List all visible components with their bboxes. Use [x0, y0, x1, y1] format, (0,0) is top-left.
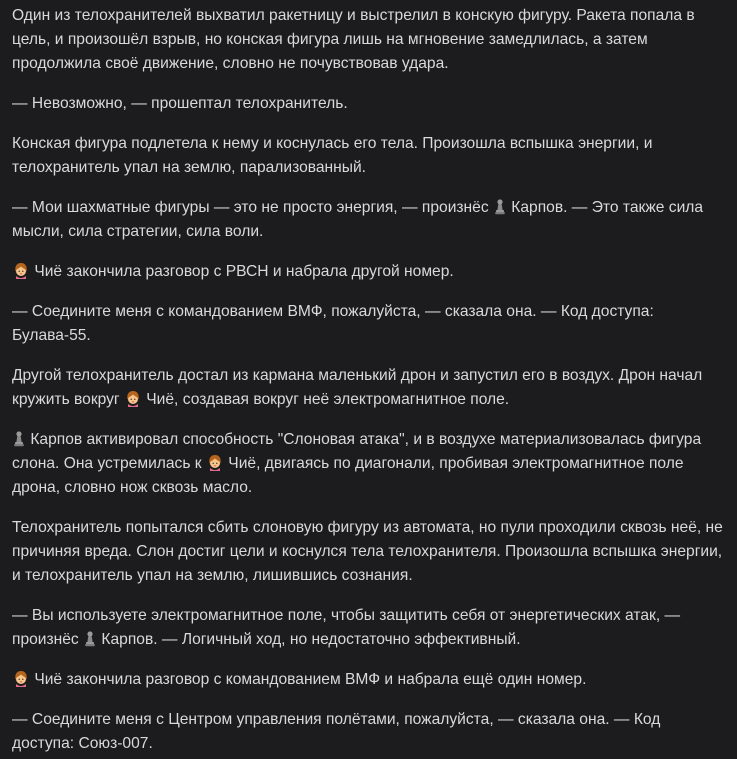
paragraph-text: Чиё, двигаясь по диагонали, пробивая электромагнитное поле дрона, словно нож сквозь масло. — [12, 455, 684, 496]
girl-icon — [13, 262, 29, 279]
message-paragraph — [12, 132, 725, 180]
pawn-icon — [494, 198, 506, 215]
message-paragraph — [12, 516, 725, 588]
message-paragraph — [12, 604, 725, 652]
paragraph-text: — Соедините меня с Центром управления полётами, пожалуйста, — сказала она. — Код доступа: Союз-007. — [12, 711, 661, 752]
paragraph-text: Чиё закончила разговор с командованием ВМФ и набрала ещё один номер. — [30, 671, 587, 688]
message-paragraph — [12, 708, 725, 756]
girl-icon — [13, 670, 29, 687]
paragraph-text: Чиё закончила разговор с РВСН и набрала другой номер. — [30, 263, 454, 280]
paragraph-text: — Невозможно, — прошептал телохранитель. — [12, 95, 348, 112]
message-paragraph — [12, 92, 725, 116]
paragraph-text: Конская фигура подлетела к нему и коснулась его тела. Произошла вспышка энергии, и телохранитель упал на землю, парализованный. — [12, 135, 653, 176]
paragraph-text: — Соедините меня с командованием ВМФ, пожалуйста, — сказала она. — Код доступа: Булава-55. — [12, 303, 654, 344]
message-paragraph — [12, 428, 725, 500]
pawn-icon — [13, 430, 25, 447]
message-paragraph — [12, 4, 725, 76]
paragraph-text: Один из телохранителей выхватил ракетницу и выстрелил в конскую фигуру. Ракета попала в цель, и произошёл взрыв, но конская фигура лишь на мгновение замедлилась, а затем продолжила своё движение, словно не почувствовав удара. — [12, 7, 695, 72]
girl-icon — [207, 454, 223, 471]
message-paragraph — [12, 196, 725, 244]
pawn-icon — [84, 630, 96, 647]
paragraph-text: — Мои шахматные фигуры — это не просто энергия, — произнёс — [12, 199, 493, 216]
paragraph-text: Карпов. — Логичный ход, но недостаточно эффективный. — [97, 631, 521, 648]
message-paragraph — [12, 668, 725, 692]
paragraph-text: — Вы используете электромагнитное поле, чтобы защитить себя от энергетических атак, — произнёс — [12, 607, 681, 648]
message-paragraph — [12, 300, 725, 348]
girl-icon — [125, 390, 141, 407]
paragraph-text: Другой телохранитель достал из кармана маленький дрон и запустил его в воздух. Дрон начал кружить вокруг — [12, 367, 703, 408]
message-paragraph — [12, 364, 725, 412]
paragraph-text: Чиё, создавая вокруг неё электромагнитное поле. — [141, 391, 510, 408]
paragraph-text: Карпов. — Это также сила мысли, сила стратегии, сила воли. — [12, 199, 704, 240]
paragraph-text: Телохранитель попытался сбить слоновую фигуру из автомата, но пули проходили сквозь неё, не причиняя вреда. Слон достиг цели и коснулся тела телохранителя. Произошла вспышка энергии, и телохранитель упал на землю, лишившись сознания. — [12, 519, 723, 584]
message-paragraph — [12, 260, 725, 284]
paragraph-text: Карпов активировал способность "Слоновая атака", и в воздухе материализовалась фигура слона. Она устремилась к — [12, 431, 702, 472]
